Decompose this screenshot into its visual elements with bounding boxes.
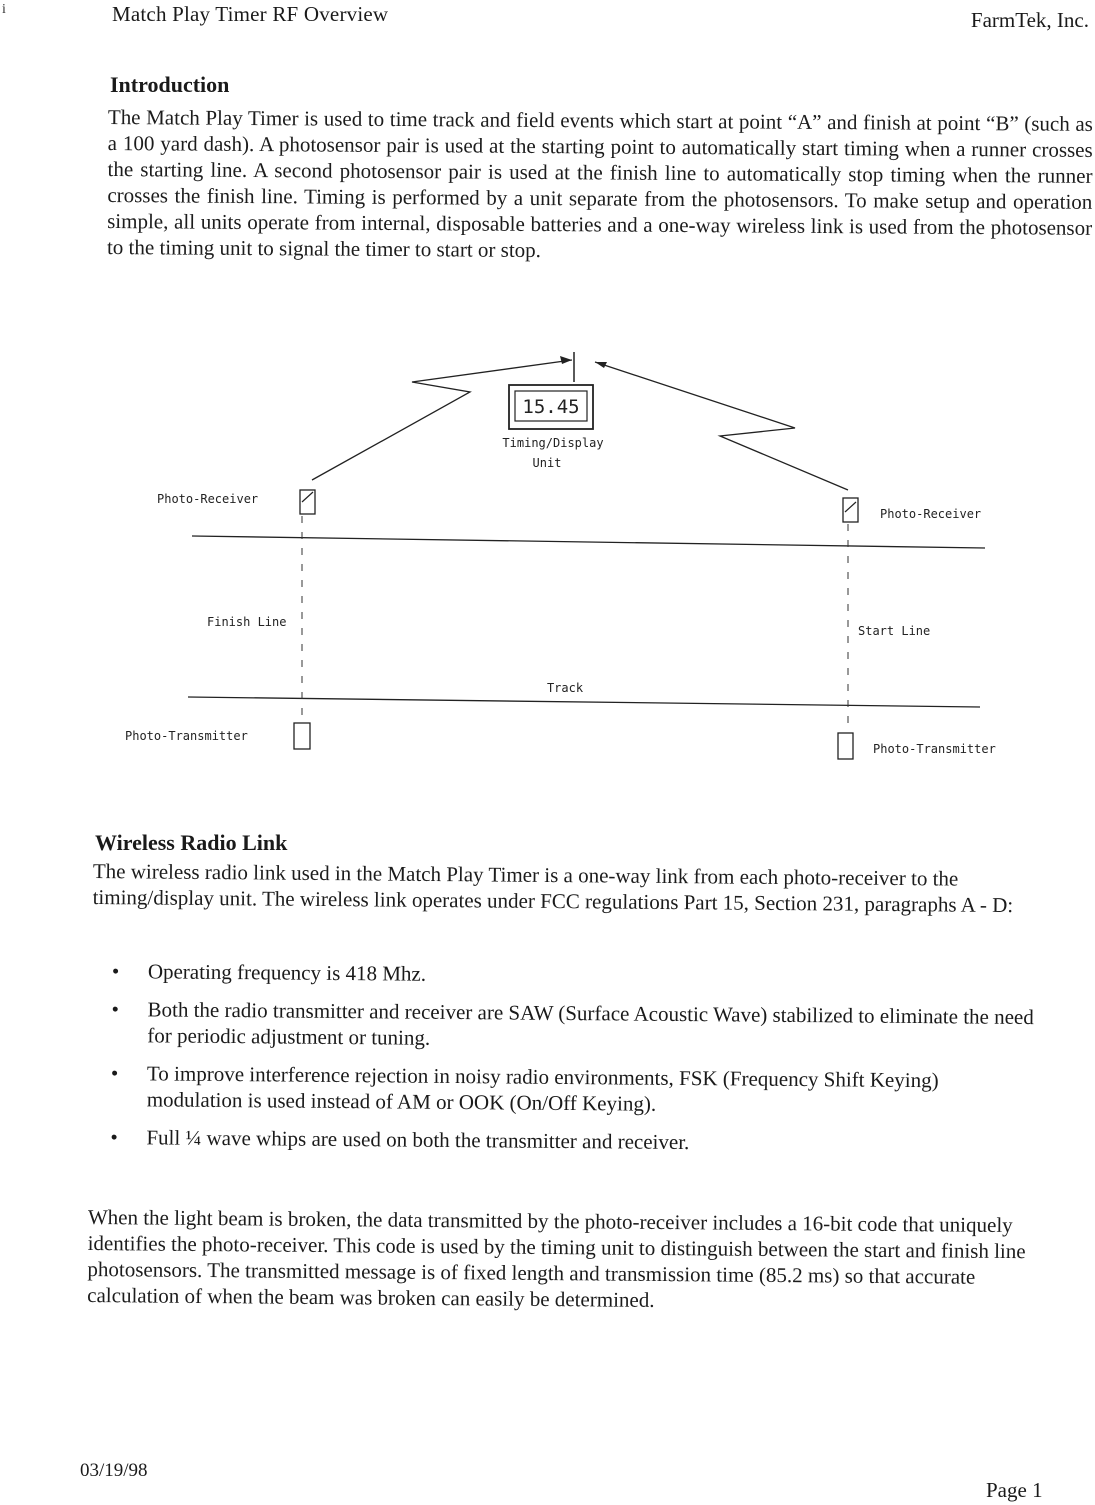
bullet-dot-icon: • xyxy=(111,997,120,1022)
bullet-item xyxy=(110,958,1040,992)
start-line-label: Start Line xyxy=(858,624,931,638)
bullet-item xyxy=(108,1124,1038,1158)
wireless-heading: Wireless Radio Link xyxy=(95,830,288,855)
display-reading: 15.45 xyxy=(522,396,580,418)
track-lower-edge xyxy=(188,697,980,707)
wireless-bullet-list xyxy=(108,958,1040,1170)
bullet-text: Operating frequency is 418 Mhz. xyxy=(147,959,427,986)
bullet-dot-icon: • xyxy=(110,1125,118,1150)
bullet-dot-icon: • xyxy=(110,1061,119,1086)
right-radio-arrowhead xyxy=(595,362,607,368)
bullet-dot-icon: • xyxy=(111,959,120,984)
right-photo-receiver xyxy=(843,498,858,522)
track-label: Track xyxy=(546,681,584,695)
left-transmitter-label: Photo-Transmitter xyxy=(125,729,248,743)
document-title: Match Play Timer RF Overview xyxy=(112,2,389,26)
introduction-paragraph: The Match Play Timer is used to time track and field events which start at point “A” and finish at point “B” (such as a 100 yard dash). A photosensor pair is used at the starting point to automatically start timing when a runner crosses the starting line. A second photosensor pair is used at the finish line to automatically stop timing when the runner crosses the finish line. Timing is performed by a unit separate from the photosensors. To make setup and operation simple, all units operate from internal, disposable batteries and a one-way wireless link is used from the photosensor to the timing unit to signal the timer to start or stop. xyxy=(106,104,1093,263)
left-photo-transmitter xyxy=(294,723,310,749)
beam-paragraph: When the light beam is broken, the data transmitted by the photo-receiver includes a 16-bit code that uniquely identifies the photo-receiver. This code is used by the timing unit to distinguish between the start and finish line photosensors. The transmitted message is of fixed length and transmission time (85.2 ms) so that accurate calculation of when the beam was broken can easily be determined. xyxy=(87,1205,1026,1312)
system-diagram-svg xyxy=(0,330,1095,790)
right-receiver-label: Photo-Receiver xyxy=(880,507,982,521)
bullet-text: Full ¼ wave whips are used on both the transmitter and receiver. xyxy=(146,1125,690,1155)
introduction-heading: Introduction xyxy=(110,72,230,97)
corner-mark: i xyxy=(2,2,6,17)
footer-date: 03/19/98 xyxy=(80,1460,148,1481)
right-photo-transmitter xyxy=(838,733,853,759)
wireless-paragraph: The wireless radio link used in the Match Play Timer is a one-way link from each photo-receiver to the timing/display unit. The wireless link operates under FCC regulations Part 15, Section 231, paragraphs A - D: xyxy=(92,858,1014,918)
right-radio-link xyxy=(595,362,848,490)
bullet-text: To improve interference rejection in noisy radio environments, FSK (Frequency Shift Keying) modulation is used instead of AM or OOK (On/Off Keying). xyxy=(146,1061,939,1116)
bullet-item xyxy=(109,1060,1039,1120)
left-radio-arrowhead xyxy=(560,356,572,364)
timing-unit-label-line1: Timing/Display xyxy=(502,436,604,450)
page-number: Page 1 xyxy=(986,1478,1043,1502)
timing-unit-label-line2: Unit xyxy=(532,456,562,470)
bullet-text: Both the radio transmitter and receiver are SAW (Surface Acoustic Wave) stabilized to eliminate the need for periodic adjustment or tuning. xyxy=(147,997,1034,1050)
company-name: FarmTek, Inc. xyxy=(970,8,1089,32)
finish-line-label: Finish Line xyxy=(207,615,287,629)
left-receiver-label: Photo-Receiver xyxy=(157,492,259,506)
right-transmitter-label: Photo-Transmitter xyxy=(873,742,996,756)
system-diagram xyxy=(0,330,1095,790)
bullet-item xyxy=(109,996,1039,1056)
track-upper-edge xyxy=(192,536,985,548)
